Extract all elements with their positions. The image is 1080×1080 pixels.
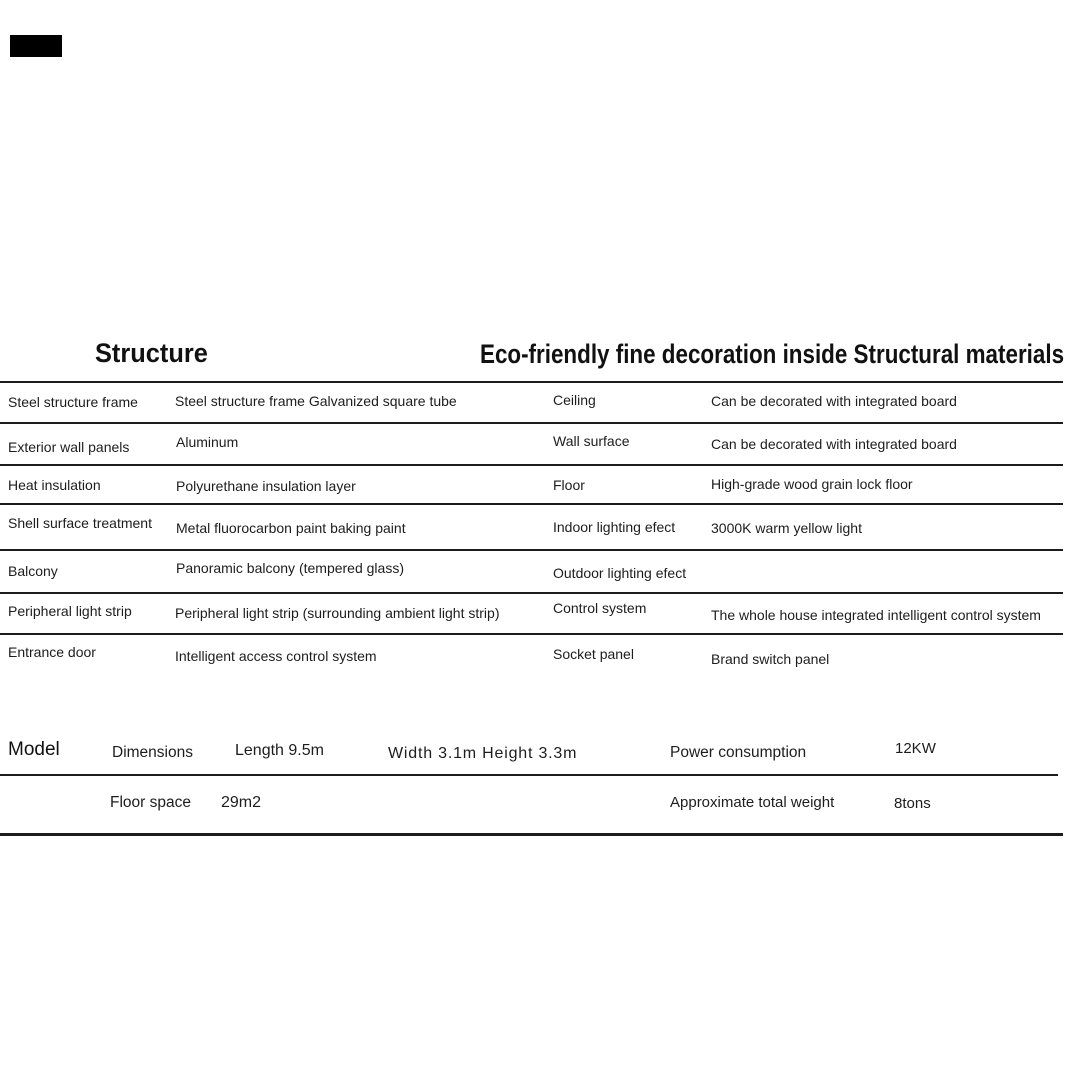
spec-value: Can be decorated with integrated board (711, 393, 957, 409)
spec-label: Control system (553, 600, 647, 616)
spec-label: Floor (553, 477, 585, 493)
spec-label: Exterior wall panels (8, 439, 130, 455)
width-height-value: Width 3.1m Height 3.3m (388, 745, 578, 762)
table-rule (0, 592, 1063, 594)
spec-label: Ceiling (553, 392, 596, 408)
spec-label: Shell surface treatment (8, 515, 152, 531)
spec-value: High-grade wood grain lock floor (711, 476, 913, 492)
weight-label: Approximate total weight (670, 794, 835, 811)
spec-value: Brand switch panel (711, 651, 830, 667)
power-value: 12KW (895, 740, 936, 757)
spec-label: Entrance door (8, 644, 96, 660)
logo-block (10, 35, 62, 57)
spec-value: Peripheral light strip (surrounding ambient light strip) (175, 605, 500, 621)
spec-label: Heat insulation (8, 477, 101, 493)
spec-label: Wall surface (553, 433, 630, 449)
table-rule (0, 633, 1063, 635)
table-rule (0, 381, 1063, 383)
spec-value: Polyurethane insulation layer (176, 478, 356, 494)
floor-space-value: 29m2 (221, 794, 262, 811)
table-rule (0, 464, 1063, 466)
spec-value: Panoramic balcony (tempered glass) (176, 560, 404, 576)
spec-value: Metal fluorocarbon paint baking paint (176, 520, 406, 536)
weight-value: 8tons (894, 795, 931, 812)
floor-space-label: Floor space (110, 794, 191, 811)
table-rule (0, 503, 1063, 505)
spec-label: Outdoor lighting efect (553, 565, 687, 581)
spec-label: Peripheral light strip (8, 603, 132, 619)
spec-value: Can be decorated with integrated board (711, 436, 957, 452)
spec-label: Steel structure frame (8, 394, 138, 410)
spec-value: Aluminum (176, 434, 239, 450)
table-rule (0, 774, 1058, 776)
spec-value: The whole house integrated intelligent control system (711, 607, 1041, 623)
spec-label: Indoor lighting efect (553, 519, 676, 535)
spec-label: Balcony (8, 563, 58, 579)
spec-label: Socket panel (553, 646, 634, 662)
spec-value: Steel structure frame Galvanized square tube (175, 393, 457, 409)
table-rule (0, 549, 1063, 551)
table-rule (0, 833, 1063, 836)
section-title-structure: Structure (95, 338, 208, 368)
spec-value: Intelligent access control system (175, 648, 377, 664)
length-value: Length 9.5m (235, 742, 324, 759)
model-title: Model (8, 739, 60, 760)
dimensions-label: Dimensions (112, 744, 193, 761)
power-label: Power consumption (670, 744, 807, 761)
section-title-decoration: Eco-friendly fine decoration inside Structural materials (480, 339, 1065, 369)
table-rule (0, 422, 1063, 424)
spec-value: 3000K warm yellow light (711, 520, 862, 536)
